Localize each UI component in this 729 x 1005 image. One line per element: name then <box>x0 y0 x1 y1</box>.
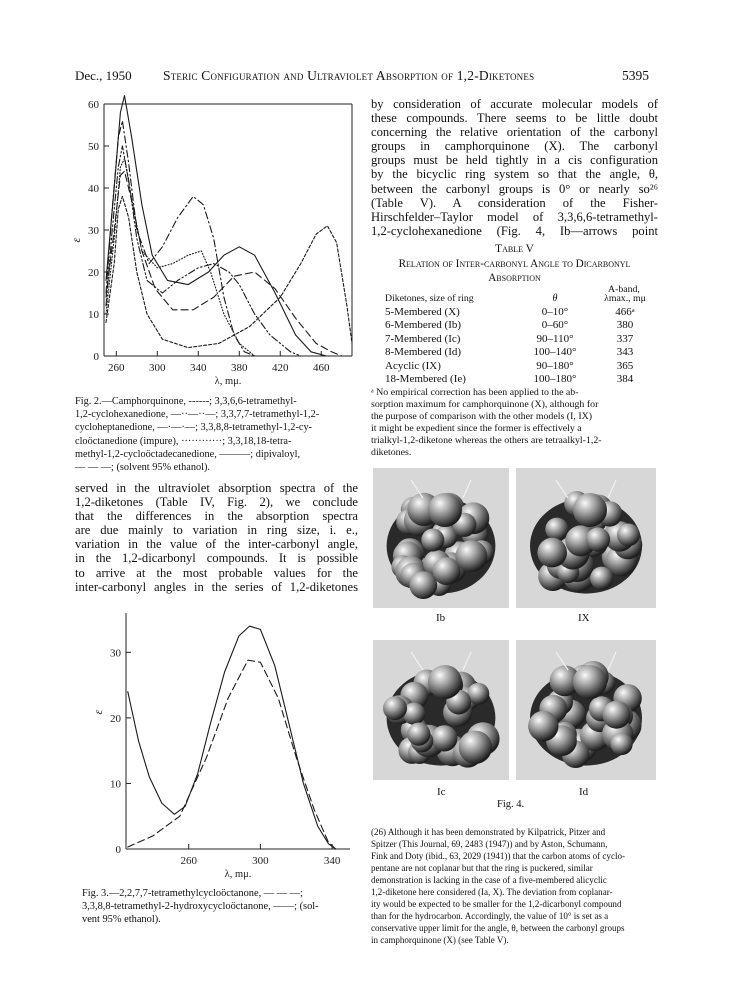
text-line: Hirschfelder–Taylor model of 3,3,6,6-tetramethyl- <box>371 209 658 224</box>
atom-sphere <box>409 571 437 599</box>
page-number: 5395 <box>622 68 649 83</box>
series-line-solid <box>128 626 336 849</box>
atom-sphere <box>537 538 567 568</box>
footnote-line: in camphorquinone (X) (see Table V). <box>371 935 509 945</box>
x-axis-label: λ, mμ. <box>224 869 252 880</box>
series-line-dash-dot-dot <box>106 146 301 356</box>
y-tick-label: 0 <box>115 844 121 856</box>
text-line: that the differences in the absorption spectra <box>75 509 358 524</box>
text-line: in the 1,2-dicarbonyl compounds. It is possible <box>75 551 358 566</box>
photo-label-ix: IX <box>578 612 590 624</box>
caption-line: 3,3,8,8-tetramethyl-2-hydroxycycloöctanone, ——; (sol- <box>82 901 319 913</box>
ball-model-image <box>373 468 509 608</box>
photo-label-ic: Ic <box>437 786 446 798</box>
table-cell: 466ᵃ <box>615 306 635 319</box>
table-5-col3-header-top: A-band, <box>608 284 640 295</box>
y-tick-label: 30 <box>110 647 121 660</box>
running-header-title: Steric Configuration and Ultraviolet Absorption of 1,2-Diketones <box>163 68 535 83</box>
y-tick-label: 30 <box>88 225 99 237</box>
text-line: variation in the value of the inter-carbonyl angle, <box>75 537 358 552</box>
caption-line: cycloheptanedione, —·—·—; 3,3,8,8-tetramethyl-1,2-cy- <box>75 422 313 434</box>
arrow-marker <box>608 480 616 498</box>
table-cell: 90–110° <box>536 332 574 345</box>
text-line: between the carbonyl groups is 0° or nearly so²⁶ <box>371 181 658 196</box>
ball-model-image <box>516 468 656 608</box>
x-tick-label: 300 <box>149 362 166 374</box>
atom-sphere <box>545 518 568 541</box>
caption-line: methyl-1,2-cycloöctadecanedione, ———; dipivaloyl, <box>75 448 301 460</box>
arrow-marker <box>463 480 471 498</box>
footnote-26 <box>371 826 661 946</box>
table-cell: 5-Membered (X) <box>385 306 460 319</box>
table-header-cell: Diketones, size of ring <box>385 293 474 305</box>
atom-sphere <box>586 527 610 551</box>
y-tick-label: 40 <box>88 183 99 195</box>
text-line: these compounds. There seems to be little doubt <box>371 111 658 126</box>
body-paragraph-right <box>371 97 658 238</box>
y-axis-label: ε <box>69 237 83 243</box>
y-tick-label: 10 <box>110 778 121 791</box>
text-line: by the bicyclic ring system so that the angle, θ, <box>371 167 658 182</box>
molecular-model-photo-ix <box>516 468 656 608</box>
text-line: groups in camphorquinone (X). The carbonyl <box>371 139 658 154</box>
footnote-line: demonstration is lacking in the case of a five-membered alicyclic <box>371 875 607 885</box>
figure-2-chart <box>69 94 356 394</box>
footnote-line: sorption maximum for camphorquinone (X), although for <box>371 399 599 411</box>
table-header-cell: θ <box>552 293 558 305</box>
table-title-line: Relation of Inter-carbonyl Angle to Dicarbonyl <box>398 258 631 270</box>
table-row <box>385 332 655 345</box>
table-cell: Acyclic (IX) <box>385 359 441 372</box>
y-axis-label: ε <box>91 709 105 715</box>
figure-2-caption <box>75 395 357 474</box>
footnote-line: than for the hydrocarbon. Accordingly, the value of 10° is set as a <box>371 911 609 921</box>
atom-sphere <box>617 524 640 547</box>
footnote-line: conservative upper limit for the angle, θ, between the carbonyl groups <box>371 923 625 933</box>
footnote-line: 1,2-diketone here considered (Ia, X). The deviation from coplanar- <box>371 887 613 897</box>
table-header-cell: λmax., mμ <box>604 293 646 305</box>
atom-sphere <box>431 725 457 751</box>
series-line-solid <box>106 96 326 356</box>
table-cell: 8-Membered (Id) <box>385 346 462 359</box>
molecular-model-photo-ic <box>373 640 509 780</box>
caption-line: 1,2-cyclohexanedione, —··—··—; 3,3,7,7-tetramethyl-1,2- <box>75 409 320 421</box>
photo-label-id: Id <box>579 786 589 798</box>
series-line-dashed <box>128 660 336 849</box>
arrow-marker <box>463 652 471 670</box>
x-tick-label: 300 <box>252 855 269 867</box>
table-cell: 100–180° <box>533 373 577 386</box>
table-cell: 0–60° <box>541 319 569 332</box>
footnote-line: it might be expedient since the former is effectively a <box>371 423 582 435</box>
arrow-marker <box>411 652 423 670</box>
arrow-marker <box>556 480 568 498</box>
table-row <box>385 359 655 372</box>
y-tick-label: 20 <box>110 712 121 725</box>
table-row <box>385 346 655 359</box>
text-line: groups must be held tightly in a cis configuration <box>371 153 658 168</box>
table-cell: 18-Membered (Ie) <box>385 373 466 386</box>
footnote-line: Spitzer (This Journal, 69, 2483 (1947)) and by Aston, Schumann, <box>371 839 608 849</box>
figure-3-chart <box>78 605 360 887</box>
table-5-footnote <box>371 387 658 460</box>
series-line-dash-dot <box>106 121 255 356</box>
table-cell: 7-Membered (Ic) <box>385 332 461 345</box>
molecular-model-photo-ib <box>373 468 509 608</box>
table-5-title <box>371 258 658 285</box>
caption-line: vent 95% ethanol). <box>82 914 161 926</box>
table-row <box>385 372 655 385</box>
molecular-model-photo-id <box>516 640 656 780</box>
ball-model-image <box>373 640 509 780</box>
atom-sphere <box>407 723 430 746</box>
footnote-line: ity would be expected to be smaller for the 1,2-dicarbonyl compound <box>371 899 622 909</box>
footnote-line: (26) Although it has been demonstrated by Kilpatrick, Pitzer and <box>371 827 606 837</box>
table-5-grid <box>385 292 655 386</box>
x-tick-label: 420 <box>272 362 289 374</box>
footnote-line: the purpose of comparison with the other models (I, IX) <box>371 411 593 423</box>
y-tick-label: 60 <box>88 99 99 111</box>
table-cell: 384 <box>616 373 634 386</box>
table-row <box>385 305 655 318</box>
text-line: by consideration of accurate molecular models of <box>371 97 658 111</box>
footnote-line: trialkyl-1,2-diketone whereas the others are tetraalkyl-1,2- <box>371 435 602 447</box>
body-paragraph-left <box>75 481 358 594</box>
text-line: 1,2-cyclohexanedione (Fig. 4, Ib—arrows point <box>371 223 658 238</box>
atom-sphere <box>573 493 607 527</box>
x-tick-label: 460 <box>313 362 330 374</box>
atom-sphere <box>428 493 462 527</box>
atom-sphere <box>603 701 631 729</box>
table-5-label: Table V <box>495 243 534 255</box>
table-cell: 100–140° <box>533 346 577 359</box>
atom-sphere <box>383 696 407 720</box>
text-line: inter-carbonyl angles in the series of 1,2-diketones <box>75 579 358 594</box>
footnote-line: diketones. <box>371 447 412 459</box>
table-5 <box>385 292 655 386</box>
running-header-date: Dec., 1950 <box>75 68 132 83</box>
text-line: served in the ultraviolet absorption spectra of the <box>75 481 358 495</box>
text-line: to arrive at the most probable values for the <box>75 565 358 580</box>
atom-sphere <box>428 665 462 699</box>
photo-label-ib: Ib <box>436 612 446 624</box>
table-header-row <box>385 292 655 305</box>
x-tick-label: 260 <box>108 362 125 374</box>
text-line: concerning the relative orientation of the carbonyl <box>371 125 658 140</box>
table-cell: 380 <box>616 319 634 332</box>
table-cell: 343 <box>616 346 634 359</box>
figure-3-caption <box>82 887 362 927</box>
x-tick-label: 260 <box>180 855 197 867</box>
atom-sphere <box>590 567 613 590</box>
table-cell: 337 <box>616 332 634 345</box>
x-tick-label: 380 <box>231 362 248 374</box>
atom-sphere <box>573 665 607 699</box>
table-cell: 0–10° <box>541 306 569 319</box>
ball-model-image <box>516 640 656 780</box>
footnote-line: Fink and Doty (ibid., 63, 2029 (1941)) that the carbon atoms of cyclo- <box>371 851 626 861</box>
x-axis-label: λ, mμ. <box>214 376 242 387</box>
table-cell: 6-Membered (Ib) <box>385 319 462 332</box>
atom-sphere <box>455 540 487 572</box>
x-tick-label: 340 <box>323 855 341 867</box>
table-cell: 365 <box>616 359 634 372</box>
figure-4-caption: Fig. 4. <box>497 799 525 810</box>
y-tick-label: 50 <box>88 141 99 153</box>
atom-sphere <box>611 733 633 755</box>
caption-line: Fig. 3.—2,2,7,7-tetramethylcycloöctanone, — — —; <box>82 888 304 899</box>
table-row <box>385 319 655 332</box>
arrow-marker <box>608 652 616 670</box>
y-tick-label: 0 <box>93 351 99 363</box>
table-title-line: Absorption <box>488 271 541 284</box>
table-cell: 90–180° <box>536 359 574 372</box>
text-line: are due mainly to variation in ring size, i. e., <box>75 523 358 538</box>
atom-sphere <box>459 731 492 764</box>
y-tick-label: 20 <box>88 267 99 279</box>
caption-line: Fig. 2.—Camphorquinone, ------; 3,3,6,6-tetramethyl- <box>75 396 297 407</box>
caption-line: cloöctanedione (impure), ············; 3,3,18,18-tetra- <box>75 435 292 447</box>
atom-sphere <box>528 711 558 741</box>
text-line: (Table V). A consideration of the Fisher- <box>371 195 658 210</box>
text-line: 1,2-diketones (Table IV, Fig. 2), we conclude <box>75 495 358 510</box>
footnote-line: ᵃ No empirical correction has been applied to the ab- <box>371 387 579 398</box>
caption-line: — — —; (solvent 95% ethanol). <box>75 462 210 474</box>
footnote-line: pentane are not coplanar but that the ring is puckered, similar <box>371 863 593 873</box>
atom-sphere <box>421 529 444 552</box>
y-tick-label: 10 <box>88 309 99 321</box>
x-tick-label: 340 <box>190 362 207 374</box>
